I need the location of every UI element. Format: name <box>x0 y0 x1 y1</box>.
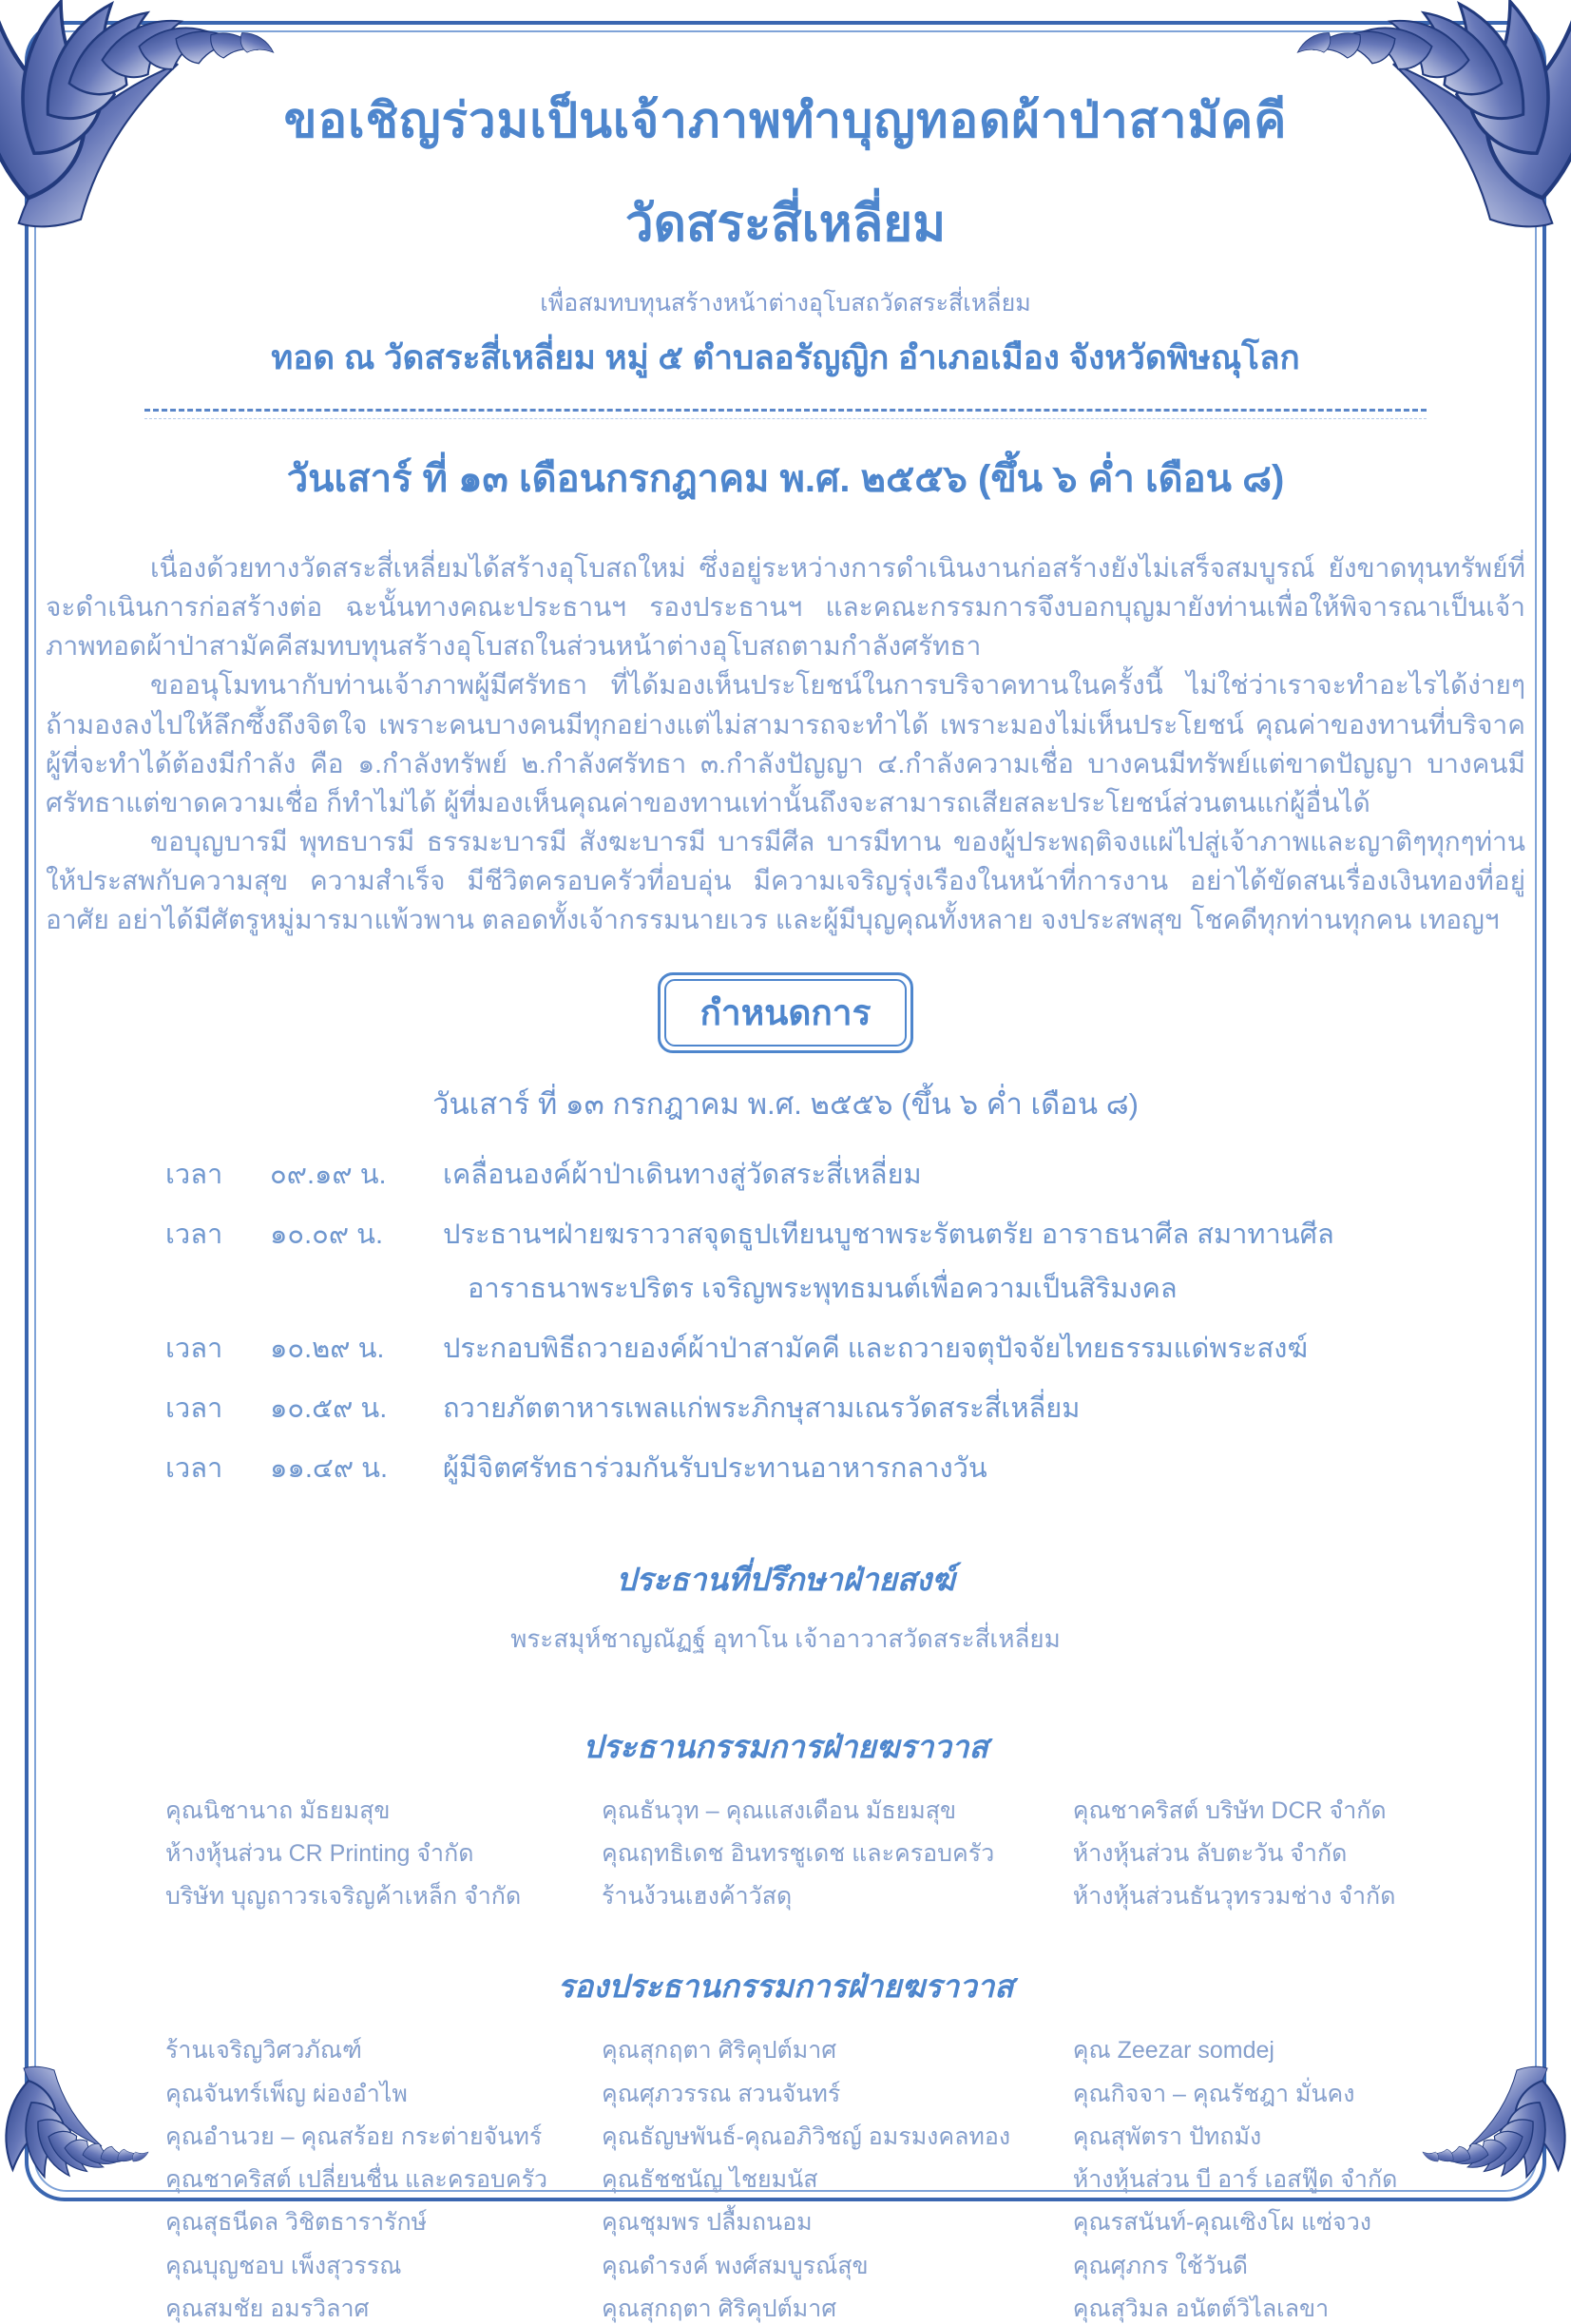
schedule-time-value: ๑๐.๐๙ น. <box>270 1219 384 1250</box>
committee-name: คุณสุกฤตา ศิริคุปต์มาศ <box>602 2037 837 2065</box>
monk-advisor-name: พระสมุห์ชาญณัฏฐ์ อุทาโน เจ้าอาวาสวัดสระสี่เหลี่ยม <box>510 1623 1061 1653</box>
committee-name: คุณธันวุท – คุณแสงเดือน มัธยมสุข <box>602 1796 957 1824</box>
schedule-row <box>165 1152 1512 1196</box>
schedule-time-label: เวลา <box>165 1159 223 1190</box>
committee-name: คุณฤทธิเดช อินทรชูเดช และครอบครัว <box>602 1839 995 1867</box>
body-paragraphs <box>46 548 1525 940</box>
committee-name: คุณชาคริสต์ บริษัท DCR จำกัด <box>1072 1796 1387 1824</box>
committee-name: คุณสุวิมล อนัตต์วิไลเลขา <box>1072 2295 1330 2322</box>
committee-name: คุณกิจจา – คุณรัชฎา มั่นคง <box>1072 2080 1355 2107</box>
committee-name: คุณชุมพร ปลื้มถนอม <box>602 2209 813 2237</box>
schedule-activity: ประกอบพิธีถวายองค์ผ้าป่าสามัคคี และถวายจตุปัจจัยไทยธรรมแด่พระสงฆ์ <box>443 1333 1308 1364</box>
monk-advisor-header: ประธานที่ปรึกษาฝ่ายสงฆ์ <box>616 1561 955 1597</box>
chair-committee-column <box>602 1796 1073 1912</box>
committee-name: ห้างหุ้นส่วน CR Printing จำกัด <box>165 1839 474 1867</box>
committee-name: คุณดำรงค์ พงศ์สมบูรณ์สุข <box>602 2252 869 2279</box>
schedule-header-box <box>658 972 914 1053</box>
committee-name: คุณนิชานาถ มัธยมสุข <box>165 1796 391 1824</box>
temple-name-title: วัดสระสี่เหลี่ยม <box>624 196 947 252</box>
schedule-activity: ประธานฯฝ่ายฆราวาสจุดธูปเทียนบูชาพระรัตนตรัย อาราธนาศีล สมาทานศีล <box>443 1219 1334 1250</box>
vice-committee-column <box>165 2036 602 2324</box>
schedule-time-label: เวลา <box>165 1333 223 1364</box>
kanok-ornament-bottom-right-icon <box>1398 2031 1550 2207</box>
schedule-row-continuation <box>165 1266 1512 1310</box>
vice-committee-list <box>165 2036 1474 2324</box>
committee-name: คุณจันทร์เพ็ญ ผ่องอำไพ <box>165 2080 408 2107</box>
schedule-time-label: เวลา <box>165 1452 223 1484</box>
chair-committee-header: ประธานกรรมการฝ่ายฆราวาส <box>583 1728 988 1764</box>
schedule-time-value: ๑๐.๒๙ น. <box>270 1333 385 1364</box>
schedule-time-label: เวลา <box>165 1392 223 1424</box>
schedule-list <box>59 1152 1512 1489</box>
schedule-time-value: ๑๐.๕๙ น. <box>270 1392 388 1424</box>
chair-committee-column <box>165 1796 602 1912</box>
committee-name: ร้านง้วนเฮงค้าวัสดุ <box>602 1883 793 1911</box>
committee-name: คุณสุกฤตา ศิริคุปต์มาศ <box>602 2295 837 2322</box>
schedule-row <box>165 1386 1512 1430</box>
schedule-activity: เคลื่อนองค์ผ้าป่าเดินทางสู่วัดสระสี่เหลี่ยม <box>443 1159 922 1190</box>
paragraph: เนื่องด้วยทางวัดสระสี่เหลี่ยมได้สร้างอุโบสถใหม่ ซึ่งอยู่ระหว่างการดำเนินงานก่อสร้างยังไม่เสร็จสมบูรณ์ ยังขาดทุนทรัพย์ที่จะดำเนินการก่อสร้างต่อ ฉะนั้นทางคณะประธานฯ รองประธานฯ และคณะกรรมการจึงบอกบุญมายังท่านเพื่อให้พิจารณาเป็นเจ้าภาพทอดผ้าป่าสามัคคีสมทบทุนสร้างอุโบสถในส่วนหน้าต่างอุโบสถตามกำลังศรัทธา <box>46 553 1525 662</box>
committee-name: คุณธัญษพันธ์-คุณอภิวิชญ์ อมรมงคลทอง <box>602 2122 1011 2150</box>
schedule-time-value: ๐๙.๑๙ น. <box>270 1159 387 1190</box>
vice-committee-column <box>602 2036 1073 2324</box>
committee-name: ห้างหุ้นส่วน บี อาร์ เอสฟู๊ด จำกัด <box>1072 2166 1398 2194</box>
chair-committee-column <box>1073 1796 1474 1912</box>
kanok-ornament-top-right-icon <box>1246 8 1560 231</box>
schedule-header-wrap <box>59 972 1512 1053</box>
kanok-ornament-bottom-left-icon <box>21 2031 173 2207</box>
chair-committee-list <box>165 1796 1474 1912</box>
vice-committee-header: รองประธานกรรมการฝ่ายฆราวาส <box>557 1969 1014 2005</box>
schedule-time-value: ๑๑.๔๙ น. <box>270 1452 389 1484</box>
committee-name: ร้านเจริญวิศวภัณฑ์ <box>165 2037 362 2065</box>
event-date-line: วันเสาร์ ที่ ๑๓ เดือนกรกฎาคม พ.ศ. ๒๕๕๖ (ขึ้น ๖ ค่ำ เดือน ๘) <box>286 458 1285 500</box>
schedule-date-line: วันเสาร์ ที่ ๑๓ กรกฎาคม พ.ศ. ๒๕๕๖ (ขึ้น ๖ ค่ำ เดือน ๘) <box>432 1086 1139 1121</box>
committee-name: คุณศุภกร ใช้วันดี <box>1072 2252 1249 2279</box>
separator-line <box>144 409 1427 419</box>
schedule-row <box>165 1446 1512 1489</box>
committee-name: คุณชาคริสต์ เปลี่ยนชื่น และครอบครัว <box>165 2166 548 2194</box>
committee-name: คุณศุภวรรณ สวนจันทร์ <box>602 2080 841 2107</box>
kanok-ornament-top-left-icon <box>11 8 325 231</box>
committee-name: คุณสุพัตรา ปัทถมัง <box>1072 2122 1262 2150</box>
schedule-header-title: กำหนดการ <box>664 979 908 1047</box>
schedule-time-label: เวลา <box>165 1219 223 1250</box>
schedule-row <box>165 1326 1512 1370</box>
committee-name: คุณ Zeezar somdej <box>1072 2037 1274 2065</box>
committee-name: คุณสุธนีดล วิชิตธารารักษ์ <box>165 2209 428 2237</box>
schedule-row <box>165 1212 1512 1256</box>
schedule-activity-continued: อาราธนาพระปริตร เจริญพระพุทธมนต์เพื่อความเป็นสิริมงคล <box>468 1273 1178 1304</box>
committee-name: คุณรสนันท์-คุณเซิงโผ แซ่จวง <box>1072 2209 1371 2237</box>
committee-name: คุณธัชชนัญ ไชยมนัส <box>602 2166 818 2194</box>
paragraph: ขอบุญบารมี พุทธบารมี ธรรมะบารมี สังฆะบารมี บารมีศีล บารมีทาน ของผู้ประพฤติจงแผ่ไปสู่เจ้าภาพและญาติๆทุกๆท่านให้ประสพกับความสุข ความสำเร็จ มีชีวิตครอบครัวที่อบอุ่น มีความเจริญรุ่งเรืองในหน้าที่การงาน อย่าได้ขัดสนเรื่องเงินทองที่อยู่อาศัย อย่าได้มีศัตรูหมู่มารมาแพ้วพาน ตลอดทั้งเจ้ากรรมนายเวร และผู้มีบุญคุณทั้งหลาย จงประสพสุข โชคดีทุกท่านทุกคน เทอญฯ <box>46 827 1525 935</box>
document-title: ขอเชิญร่วมเป็นเจ้าภาพทำบุญทอดผ้าป่าสามัคคี <box>283 93 1288 147</box>
committee-name: คุณบุญชอบ เพ็งสุวรรณ <box>165 2252 402 2279</box>
committee-name: ห้างหุ้นส่วน ลับตะวัน จำกัด <box>1072 1839 1348 1867</box>
committee-name: ห้างหุ้นส่วนธันวุทรวมช่าง จำกัด <box>1072 1883 1396 1911</box>
schedule-activity: ผู้มีจิตศรัทธาร่วมกันรับประทานอาหารกลางวัน <box>443 1452 987 1484</box>
committee-name: บริษัท บุญถาวรเจริญค้าเหล็ก จำกัด <box>165 1883 522 1911</box>
purpose-line: เพื่อสมทบทุนสร้างหน้าต่างอุโบสถวัดสระสี่เหลี่ยม <box>540 290 1031 317</box>
committee-name: คุณสมชัย อมรวิลาศ <box>165 2295 370 2322</box>
document-content <box>46 55 1525 2324</box>
schedule-activity: ถวายภัตตาหารเพลแก่พระภิกษุสามเณรวัดสระสี่เหลี่ยม <box>443 1392 1081 1424</box>
committee-name: คุณอำนวย – คุณสร้อย กระต่ายจันทร์ <box>165 2122 543 2150</box>
paragraph: ขออนุโมทนากับท่านเจ้าภาพผู้มีศรัทธา ที่ได้มองเห็นประโยชน์ในการบริจาคทานในครั้งนี้ ไม่ใช่ว่าเราจะทำอะไรได้ง่ายๆ ถ้ามองลงไปให้ลึกซึ้งถึงจิตใจ เพราะคนบางคนมีทุกอย่างแต่ไม่สามารถจะทำได้ เพราะมองไม่เห็นประโยชน์ คุณค่าของทานที่บริจาค ผู้ที่จะทำได้ต้องมีกำลัง คือ ๑.กำลังทรัพย์ ๒.กำลังศรัทธา ๓.กำลังปัญญา ๔.กำลังความเชื่อ บางคนมีทรัพย์แต่ขาดปัญญา บางคนมีศรัทธาแต่ขาดความเชื่อ ก็ทำไม่ได้ ผู้ที่มองเห็นคุณค่าของทานเท่านั้นถึงจะสามารถเสียสละประโยชน์ส่วนตนแก่ผู้อื่นได้ <box>46 670 1525 817</box>
location-line: ทอด ณ วัดสระสี่เหลี่ยม หมู่ ๕ ตำบลอรัญญิก อำเภอเมือง จังหวัดพิษณุโลก <box>271 339 1300 376</box>
